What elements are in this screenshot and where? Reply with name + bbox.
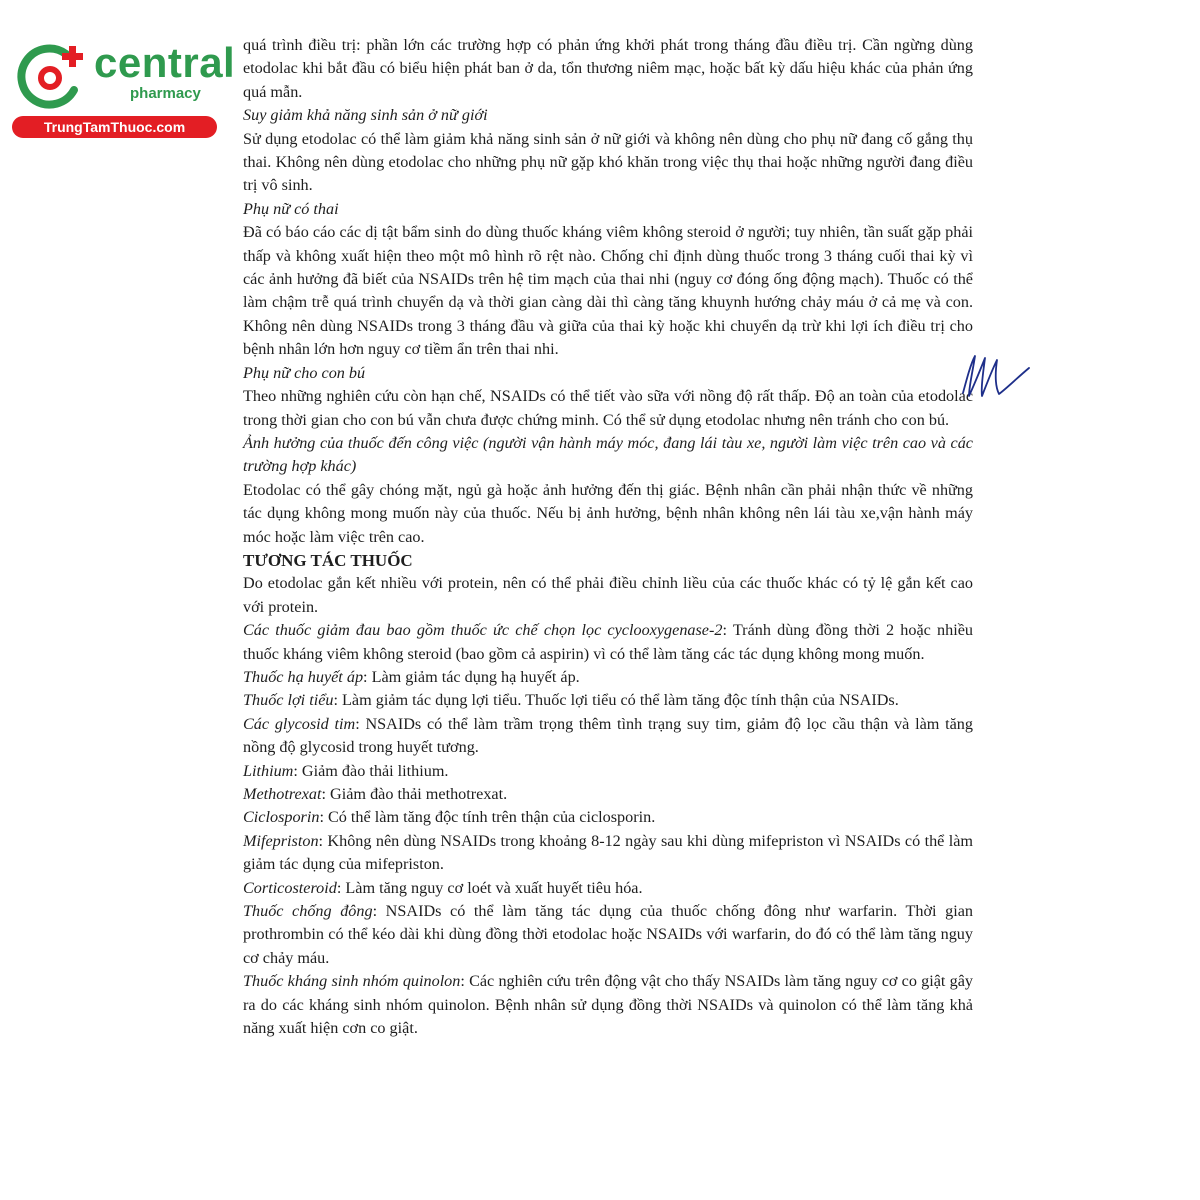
interaction-text: : Làm giảm tác dụng hạ huyết áp. xyxy=(363,667,580,686)
interaction-drug-label: Corticosteroid xyxy=(243,878,337,897)
interaction-drug-label: Mifepriston xyxy=(243,831,319,850)
interaction-item xyxy=(243,760,973,783)
central-pharmacy-logo[interactable] xyxy=(8,32,236,142)
interaction-item xyxy=(243,619,973,666)
paragraph: Sử dụng etodolac có thể làm giảm khả năng sinh sản ở nữ giới và không nên dùng cho phụ nữ đang cố gắng thụ thai. Không nên dùng etodolac cho những phụ nữ gặp khó khăn trong việc thụ thai hoặc những người đang điều trị vô sinh. xyxy=(243,129,973,195)
interaction-item xyxy=(243,806,973,829)
interaction-text: : Giảm đào thải lithium. xyxy=(293,761,449,780)
interaction-text: : Có thể làm tăng độc tính trên thận của ciclosporin. xyxy=(319,808,656,827)
interaction-text: : Không nên dùng NSAIDs trong khoảng 8-12 ngày sau khi dùng mifepriston vì NSAIDs có thể làm giảm tác dụng của mifepriston. xyxy=(243,831,973,874)
interaction-item xyxy=(243,666,973,689)
interaction-drug-label: Thuốc kháng sinh nhóm quinolon xyxy=(243,972,461,991)
interaction-item xyxy=(243,830,973,877)
subsection-heading: Ảnh hưởng của thuốc đến công việc (người vận hành máy móc, đang lái tàu xe, người làm việc trên cao và các trường hợp khác) xyxy=(243,433,973,476)
website-badge[interactable]: TrungTamThuoc.com xyxy=(12,116,217,138)
section-heading: TƯƠNG TÁC THUỐC xyxy=(243,550,413,570)
interaction-drug-label: Methotrexat xyxy=(243,785,322,803)
interaction-text: : NSAIDs có thể làm trầm trọng thêm tình trạng suy tim, giảm độ lọc cầu thận và làm tăng nồng độ glycosid trong huyết tương. xyxy=(243,714,973,757)
interaction-text: : Làm tăng nguy cơ loét và xuất huyết tiêu hóa. xyxy=(336,878,643,897)
interaction-drug-label: Ciclosporin xyxy=(243,808,320,827)
document-body xyxy=(243,34,973,1040)
interaction-item xyxy=(243,970,973,1040)
subsection-heading: Suy giảm khả năng sinh sản ở nữ giới xyxy=(243,106,488,125)
interaction-drug-label: Các thuốc giảm đau bao gồm thuốc ức chế chọn lọc cyclooxygenase-2 xyxy=(243,621,723,640)
interaction-item xyxy=(243,877,973,900)
paragraph: Do etodolac gắn kết nhiều với protein, nên có thể phải điều chỉnh liều của các thuốc khác có tỷ lệ gắn kết cao với protein. xyxy=(243,574,973,616)
paragraph: Etodolac có thể gây chóng mặt, ngủ gà hoặc ảnh hưởng đến thị giác. Bệnh nhân cần phải nhận thức về những tác dụng không mong muốn này của thuốc. Nếu bị ảnh hưởng, bệnh nhân không nên lái tàu xe,vận hành máy móc hoặc làm việc trên cao. xyxy=(243,480,973,546)
brand-subtitle: pharmacy xyxy=(130,85,201,102)
interaction-drug-label: Thuốc hạ huyết áp xyxy=(243,667,364,686)
pharmacy-c-cross-icon xyxy=(14,38,92,116)
interaction-item xyxy=(243,689,973,712)
subsection-heading: Phụ nữ có thai xyxy=(243,199,339,218)
interaction-text: : Giảm đào thải methotrexat. xyxy=(321,785,508,803)
interaction-text: : NSAIDs có thể làm tăng tác dụng của thuốc chống đông như warfarin. Thời gian prothrombin có thể kéo dài khi dùng đồng thời etodolac hoặc NSAIDs với warfarin, do đó có thể làm tăng nguy cơ chảy máu. xyxy=(243,902,973,967)
interaction-drug-label: Các glycosid tim xyxy=(243,714,356,733)
interaction-drug-label: Lithium xyxy=(243,761,294,780)
subsection-heading: Phụ nữ cho con bú xyxy=(243,363,366,382)
paragraph: Đã có báo cáo các dị tật bẩm sinh do dùng thuốc kháng viêm không steroid ở người; tuy nhiên, tần suất gặp phải thấp và không xuất hiện theo một mô hình rõ rệt nào. Chống chỉ định dùng thuốc trong 3 tháng cuối thai kỳ vì các ảnh hưởng đã biết của NSAIDs trên hệ tim mạch của thai nhi (nguy cơ đóng ống động mạch). Thuốc có thể làm chậm trễ quá trình chuyển dạ và thời gian càng dài thì càng tăng khuynh hướng chảy máu ở cả mẹ và con. Không nên dùng NSAIDs trong 3 tháng đầu và giữa của thai kỳ hoặc khi chuyển dạ trừ khi lợi ích điều trị cho bệnh nhân lớn hơn nguy cơ tiềm ẩn trên thai nhi. xyxy=(243,223,973,359)
interaction-item xyxy=(243,783,973,806)
interaction-text: : Tránh dùng đồng thời 2 hoặc nhiều thuốc kháng viêm không steroid (bao gồm cả aspirin) vì có thể làm tăng các tác dụng không mong muốn. xyxy=(243,621,973,663)
interaction-drug-label: Thuốc lợi tiểu xyxy=(243,691,334,710)
brand-name: central xyxy=(94,39,236,86)
interaction-drug-label: Thuốc chống đông xyxy=(243,902,373,921)
interaction-item xyxy=(243,713,973,760)
paragraph: Theo những nghiên cứu còn hạn chế, NSAIDs có thể tiết vào sữa với nồng độ rất thấp. Độ an toàn của etodolac trong thời gian cho con bú vẫn chưa được chứng minh. Có thể sử dụng etodolac nhưng nên tránh cho con bú. xyxy=(243,387,973,429)
interaction-text: : Làm giảm tác dụng lợi tiểu. Thuốc lợi tiểu có thể làm tăng độc tính thận của NSAIDs. xyxy=(333,691,899,710)
interaction-text: : Các nghiên cứu trên động vật cho thấy NSAIDs làm tăng nguy cơ co giật gây ra do các kháng sinh nhóm quinolon. Bệnh nhân sử dụng đồng thời NSAIDs và quinolon có thể làm tăng khả năng xuất hiện cơn co giật. xyxy=(243,972,973,1038)
paragraph: quá trình điều trị: phần lớn các trường hợp có phản ứng khởi phát trong tháng đầu điều trị. Cần ngừng dùng etodolac khi bắt đầu có biểu hiện phát ban ở da, tổn thương niêm mạc, hoặc bất kỳ dấu hiệu khác của phản ứng quá mẫn. xyxy=(243,36,973,101)
handwritten-signature xyxy=(955,338,1035,408)
interaction-item xyxy=(243,900,973,970)
